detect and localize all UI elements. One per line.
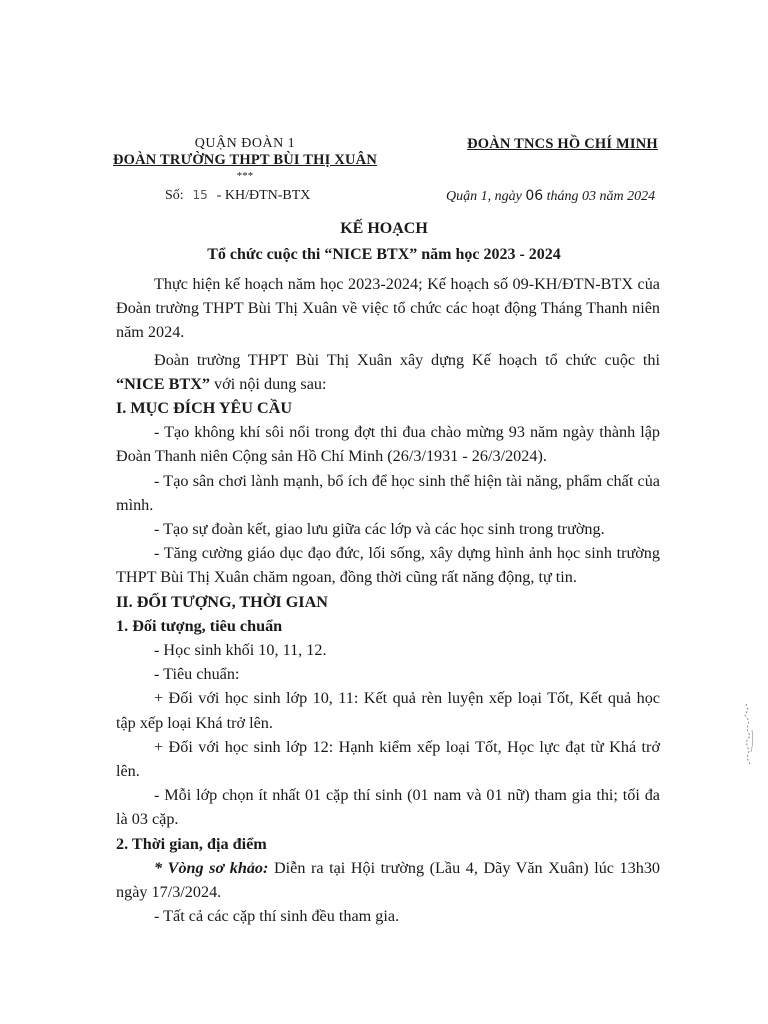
section-2-heading: II. ĐỐI TƯỢNG, THỜI GIAN	[116, 592, 328, 611]
margin-stamp-mark	[736, 700, 758, 780]
document-date	[446, 188, 655, 205]
intro-2-contest-name: “NICE BTX”	[116, 374, 210, 393]
section-1-item: - Tạo không khí sôi nổi trong đợt thi đua chào mừng 93 năm ngày thành lập Đoàn Thanh niên Cộng sản Hồ Chí Minh (26/3/1931 - 26/3/2024).	[116, 423, 660, 466]
document-number-suffix: - KH/ĐTN-BTX	[216, 188, 311, 203]
intro-paragraph-2	[116, 348, 660, 396]
section-1-item: - Tăng cường giáo dục đạo đức, lối sống, xây dựng hình ảnh học sinh trường THPT Bùi Thị Xuân chăm ngoan, đồng thời cũng rất năng động, tự tin.	[116, 544, 660, 587]
section-2-item: - Mỗi lớp chọn ít nhất 01 cặp thí sinh (01 nam và 01 nữ) tham gia thi; tối đa là 03 cặp.	[116, 786, 660, 829]
intro-2-text-a: Đoàn trường THPT Bùi Thị Xuân xây dựng Kế hoạch tổ chức cuộc thi	[154, 350, 660, 369]
intro-2-text-c: với nội dung sau:	[214, 374, 327, 393]
round-1-note: - Tất cả các cặp thí sinh đều tham gia.	[154, 907, 400, 926]
document-number-prefix: Số:	[165, 188, 184, 203]
issuer-stars: ***	[236, 170, 254, 182]
round-1-text: Diễn ra tại Hội trường (Lầu 4, Dãy Văn Xuân) lúc 13h30 ngày 17/3/2024.	[116, 858, 661, 902]
section-2-item: - Tiêu chuẩn:	[154, 665, 240, 684]
section-1-heading: I. MỤC ĐÍCH YÊU CẦU	[116, 399, 293, 418]
section-2-item: + Đối với học sinh lớp 12: Hạnh kiểm xếp loại Tốt, Học lực đạt từ Khá trở lên.	[116, 737, 660, 781]
date-day-handwritten: 06	[525, 188, 544, 204]
section-2-subheading-1: 1. Đối tượng, tiêu chuẩn	[116, 616, 283, 635]
organization-name: ĐOÀN TNCS HỒ CHÍ MINH	[467, 136, 658, 152]
issuer-name: ĐOÀN TRƯỜNG THPT BÙI THỊ XUÂN	[112, 152, 378, 168]
issuer-parent: QUẬN ĐOÀN 1	[194, 136, 296, 151]
section-1-item: - Tạo sân chơi lành mạnh, bổ ích để học sinh thể hiện tài năng, phẩm chất của mình.	[116, 471, 660, 514]
section-2-item: + Đối với học sinh lớp 10, 11: Kết quả rèn luyện xếp loại Tốt, Kết quả học tập xếp loại Khá trở lên.	[116, 689, 660, 732]
date-prefix: Quận 1, ngày	[446, 189, 522, 204]
document-body	[116, 272, 660, 928]
document-title: KẾ HOẠCH	[340, 220, 428, 237]
round-1-paragraph	[116, 856, 660, 904]
issuer-block	[100, 136, 390, 181]
document-subtitle: Tổ chức cuộc thi “NICE BTX” năm học 2023 - 2024	[207, 246, 561, 263]
round-1-label: * Vòng sơ khảo:	[154, 858, 269, 877]
section-1-item: - Tạo sự đoàn kết, giao lưu giữa các lớp và các học sinh trong trường.	[154, 520, 605, 539]
intro-paragraph-1: Thực hiện kế hoạch năm học 2023-2024; Kế hoạch số 09-KH/ĐTN-BTX của Đoàn trường THPT Bùi Thị Xuân về việc tổ chức các hoạt động Tháng Thanh niên năm 2024.	[116, 275, 660, 342]
section-2-item: - Học sinh khối 10, 11, 12.	[154, 641, 327, 660]
section-2-subheading-2: 2. Thời gian, địa điểm	[116, 834, 267, 853]
document-number-handwritten: 15	[192, 188, 208, 202]
document-number	[165, 188, 310, 204]
date-suffix: tháng 03 năm 2024	[546, 189, 656, 204]
